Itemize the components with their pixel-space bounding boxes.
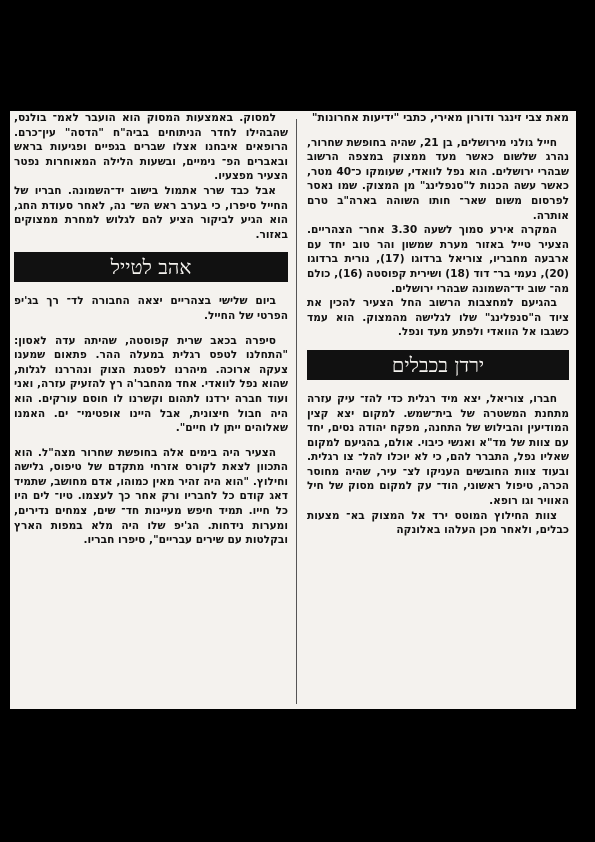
article-paragraph: בהגיעם למחצבות הרשוב החל הצעיר להכין את ציוד ה"סנפלינג" שלו לגלישה מהמצוק. הוא עמד כשגבו אל הוואדי ולפתע מעד ונפל. <box>307 297 569 339</box>
article-right-column <box>307 111 569 538</box>
article-left-column <box>14 111 288 548</box>
article-paragraph: חברו, צוריאל, יצא מיד רגלית כדי להז־ עיק עזרה מתחנת המשטרה של בית־שמש. למקום יצא קצין המודיעין והבילוש של התחנה, מפקח יהודה נסים, יחד עם צוות של מד"א ואנשי כיבוי. אולם, בהגיעם למקום שאליו נפל, התברר להם, כי לא יוכלו להל־ צו רגלית. ובעוד צוות החובשים העניקו לצ־ עיר, שהיה מחוסר הכרה, טיפול ראשוני, הוד־ עק למקום מסוק של חיל האוויר וגו רופא. <box>307 392 569 508</box>
newspaper-clipping <box>10 111 576 709</box>
column-divider <box>296 119 297 704</box>
article-paragraph: סיפרה בכאב שרית קפוסטה, שהיתה עדה לאסון: "התחלנו לטפס רגלית במעלה ההר. פתאום שמענו צעקה ארוכה. מיהרנו לפסגת הצוק ונהררנו לגלות, שהוא נפל לוואדי. אחד מהחבר'ה רץ להזעיק עזרה, ואני ועוד חברה ירדנו לתהום וקשרנו לו חוסם עורקים. הוא היה חבול חיצונית, אבל היינו אופטימי־ ים. האמנו שאלוהים ייתן לו חיים". <box>14 334 288 435</box>
section-heading: ירדן בכבלים <box>307 350 569 380</box>
article-paragraph: הצעיר היה בימים אלה בחופשת שחרור מצה"ל. הוא התכוון לצאת לקורס אזרחי מתקדם של טיפוס, גלישה וחילוץ. "הוא היה זהיר מאין כמוהו, אדם מחושב, שתמיד דאג קודם כל לחבריו ורק אחר כך לעצמו. טיו־ לים היו כל חייו. תמיד חיפש מעיינות חד־ שים, צמחים נדירים, ומערות נידחות. הג'יפ שלו היה מלא במפות הארץ ובקלטות עם שירים עבריים", סיפרו חבריו. <box>14 446 288 547</box>
article-paragraph: צוות החילוץ המוטס ירד אל המצוק בא־ מצעות כבלים, ולאחר מכן העלהו באלונקה <box>307 509 569 537</box>
article-paragraph: חייל גולני מירושלים, בן 21, שהיה בחופשת שחרור, נהרג שלשום כאשר מעד ממצוק במצפה הרשוב שבהרי ירושלים. הוא נפל לוואדי, שעומקו כ־40 מטר, כאשר עשה הכנות ל"סנפלינג" מן המצוק. שמו נאסר לפרסום משום שאר־ חותו השוהה בארה"ב טרם אותרה. <box>307 136 570 222</box>
article-paragraph: למסוק. באמצעות המסוק הוא הועבר לאמ־ בולנס, שהבהילו לחדר הניתוחים בביה"ח "הדסה" עין־כרם. הרופאים איבחנו אצלו שברים בגפיים ופגיעות בראש ובאברים הפ־ נימיים, ובשעות הלילה המאוחרות נפטר הצעיר מפצעיו. <box>14 112 288 183</box>
article-paragraph: המקרה אירע סמוך לשעה 3.30 אחר־ הצהריים. הצעיר טייל באזור מערת שמשון והר טוב יחד עם ארבעה מחבריו, צוריאל ברדוגו (17), נורית ברדוגו (20), נעמי בר־ דוד (18) ושירית קפוסטה (16), כולם מה־ שוב יד־השמונה שבהרי ירושלים. <box>307 224 569 295</box>
article-byline: מאת צבי זינגר ודורון מאירי, כתבי "ידיעות אחרונות" <box>311 111 569 124</box>
article-paragraph: אבל כבד שרר אתמול בישוב יד־השמונה. חבריו של החייל סיפרו, כי בערב ראש הש־ נה, לאחר סעודת החג, הוא הגיע לביקור הציע להם לגלוש למחרת ממצוקים באזור. <box>14 184 288 241</box>
section-heading: אהב לטייל <box>14 252 288 282</box>
article-paragraph: ביום שלישי בצהריים יצאה החבורה לד־ רך בג'יפ הפרטי של החייל. <box>14 295 288 322</box>
